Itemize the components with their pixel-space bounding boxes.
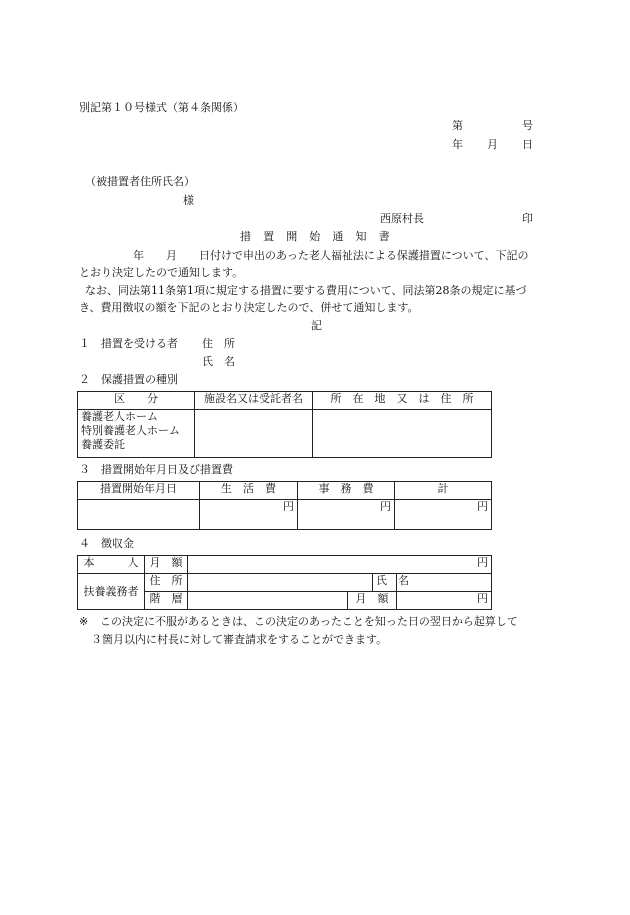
- cost-table: [77, 481, 492, 530]
- sender-title: 西原村長: [380, 212, 424, 225]
- protection-type-table: [77, 391, 492, 458]
- bracket-label: 階 層: [145, 592, 188, 610]
- addressee-label: （被措置者住所氏名）: [85, 175, 195, 188]
- category-list: [78, 410, 195, 458]
- supporter-monthly-label: 月 額: [348, 592, 397, 610]
- living-cost-yen: 円: [200, 500, 298, 530]
- col-facility: 施設名又は受託者名: [195, 392, 313, 410]
- office-cost-yen: 円: [298, 500, 395, 530]
- date-day: 日: [522, 138, 533, 151]
- supporter-name-cell: [397, 574, 492, 592]
- col-living-cost: 生 活 費: [200, 482, 298, 500]
- col-office-cost: 事 務 費: [298, 482, 395, 500]
- collection-table: [77, 555, 492, 610]
- start-date-cell: [78, 500, 200, 530]
- section1-heading: １ 措置を受ける者: [79, 337, 178, 350]
- section2-heading: ２ 保護措置の種別: [79, 373, 178, 386]
- col-location: 所 在 地 又 は 住 所: [313, 392, 492, 410]
- note-line-2: ３箇月以内に村長に対して審査請求をすることができます。: [91, 633, 388, 646]
- section1-name-label: 氏 名: [202, 355, 235, 368]
- body-line-3: なお、同法第11条第1項に規定する措置に要する費用について、同法第28条の規定に基づ: [85, 284, 527, 297]
- section3-heading: ３ 措置開始年月日及び措置費: [79, 463, 233, 476]
- body-line-2: とおり決定したので通知します。: [79, 266, 244, 279]
- monthly-amount-label: 月 額: [145, 556, 188, 574]
- category-item: 養護老人ホーム: [81, 410, 158, 423]
- number-prefix: 第: [452, 119, 463, 132]
- form-label: 別記第１０号様式（第４条関係）: [79, 101, 244, 114]
- document-title: 措置開始通知書: [240, 230, 402, 243]
- note-mark: ※: [79, 615, 89, 628]
- body-line-1: 年 月 日付けで申出のあった老人福祉法による保護措置について、下記の: [133, 249, 529, 262]
- category-item: 養護委託: [81, 437, 125, 451]
- supporter-amount-yen: 円: [397, 592, 492, 610]
- section1-address-label: 住 所: [202, 337, 235, 350]
- col-start-date: 措置開始年月日: [78, 482, 200, 500]
- note-line-1: この決定に不服があるときは、この決定のあったことを知った日の翌日から起算して: [100, 615, 518, 628]
- supporter-address-label: 住 所: [145, 574, 188, 592]
- addressee-honorific: 様: [183, 194, 194, 207]
- principal-label: 本 人: [78, 556, 145, 574]
- category-item: 特別養護老人ホーム: [81, 423, 180, 437]
- supporter-address-cell: [188, 574, 373, 592]
- section4-heading: ４ 徴収金: [79, 537, 134, 550]
- facility-cell: [195, 410, 313, 458]
- col-category: 区 分: [78, 392, 195, 410]
- ki-mark: 記: [311, 319, 322, 332]
- col-total: 計: [395, 482, 492, 500]
- body-line-4: き、費用徴収の額を下記のとおり決定したので、併せて通知します。: [79, 301, 419, 314]
- date-month: 月: [487, 138, 498, 151]
- location-cell: [313, 410, 492, 458]
- bracket-cell: [188, 592, 348, 610]
- supporter-label: 扶養義務者: [78, 574, 145, 610]
- principal-amount-yen: 円: [188, 556, 492, 574]
- seal-mark: 印: [522, 212, 533, 225]
- supporter-name-label: 氏 名: [373, 574, 397, 592]
- date-year: 年: [452, 138, 463, 151]
- total-yen: 円: [395, 500, 492, 530]
- number-suffix: 号: [522, 119, 533, 132]
